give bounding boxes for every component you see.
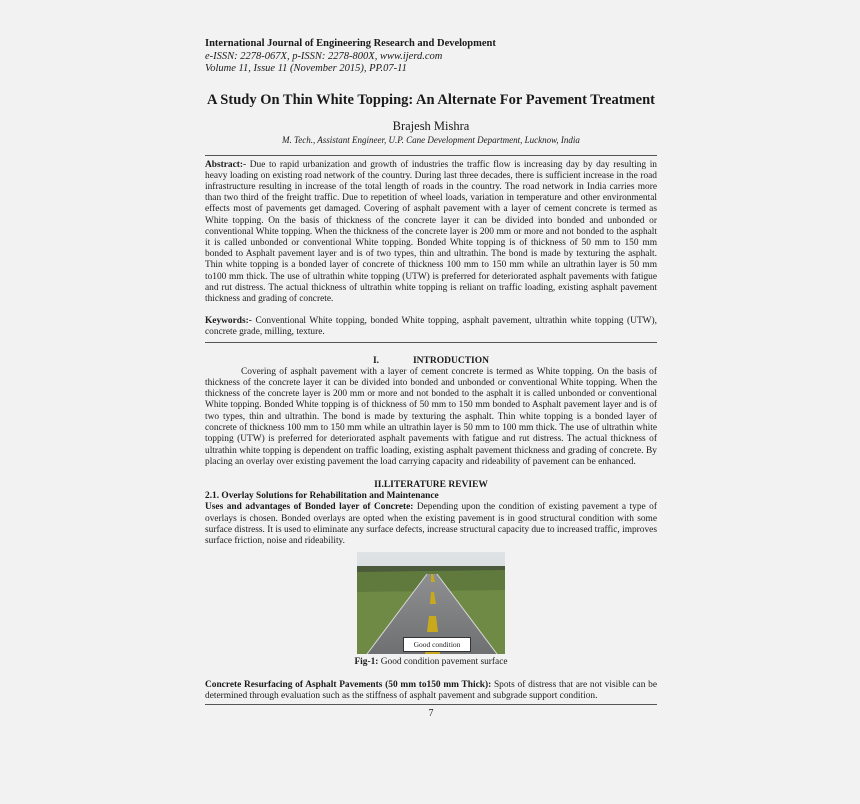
- figure-caption: [205, 657, 657, 668]
- resurfacing-text: Spots of distress that are not visible can be determined through evaluation such as the stiffness of asphalt pavement and subgrade support condition.: [205, 679, 657, 702]
- section-number: II.: [374, 480, 384, 491]
- figure-caption-label: Fig-1:: [354, 656, 379, 667]
- abstract-text: Due to rapid urbanization and growth of industries the traffic flow is increasing day by day resulting in heavy loading on existing road network of the country. During last three decades, there is sufficient increase in the road infrastructure resulting in increase of the total length of roads in the country. The road network in India carries more than two third of the freight traffic. Due to repetition of wheel loads, variation in temperature and other environmental effects most of pavements get damaged. Covering of asphalt pavement with a layer of cement concrete is termed as White topping. On the basis of thickness of the concrete layer it can be divided into bonded and unbonded or conventional White topping. When the thickness of the concrete layer is 200 mm or more and not bonded to the asphalt it is called unbonded or conventional White topping. Bonded White topping is of thickness of 50 mm to 150 mm bonded to Asphalt pavement layer and is of two types, thin and ultrathin. The bond is made by texturing the asphalt. Thin white topping is a bonded layer of concrete of thickness 100 mm to 150 mm while an ultrathin layer is 50 mm to100 mm thick. The use of ultrathin white topping (UTW) is preferred for deteriorated asphalt pavements with fatigue and rut distress. The actual thickness of ultrathin white topping is reliant on traffic loading, existing asphalt pavement thickness and grading of concrete.: [205, 159, 657, 304]
- section-heading-literature-review: [205, 480, 657, 491]
- journal-volume: Volume 11, Issue 11 (November 2015), PP.07-11: [205, 63, 407, 74]
- section-number: I.: [372, 355, 380, 366]
- section-title: INTRODUCTION: [412, 355, 489, 366]
- keywords: [205, 316, 657, 338]
- figure-road-photo: [357, 552, 505, 654]
- journal-name: International Journal of Engineering Research and Development: [205, 38, 496, 49]
- bonded-text: Depending upon the condition of existing pavement a type of overlays is chosen. Bonded overlays are opted when the existing pavement is in good structural condition with some surface distress. It is used to eliminate any surface defects, increase structural capacity due to increased traffic, improves surface friction, noise and rideability.: [205, 502, 657, 547]
- divider: [205, 342, 657, 343]
- author-affiliation: M. Tech., Assistant Engineer, U.P. Cane Development Department, Lucknow, India: [282, 134, 580, 145]
- section-title: LITERATURE REVIEW: [383, 480, 488, 491]
- paper-page: [205, 38, 657, 719]
- figure-caption-text: Good condition pavement surface: [378, 656, 508, 667]
- divider: [205, 155, 657, 156]
- resurfacing-label: Concrete Resurfacing of Asphalt Pavements (50 mm to150 mm Thick):: [205, 679, 492, 690]
- resurfacing-paragraph: [205, 680, 657, 702]
- keywords-label: Keywords:-: [205, 316, 252, 327]
- introduction-paragraph: Covering of asphalt pavement with a layer of cement concrete is termed as White topping. On the basis of thickness of the concrete layer it can be divided into bonded and unbonded or conventional White topping. When the thickness of the concrete layer is 200 mm or more and not bonded to the asphalt it is called unbonded or conventional White topping. Bonded White topping is of thickness of 50 mm to 150 mm bonded to Asphalt pavement layer and is of two types, thin and ultrathin. The bond is made by texturing the asphalt. Thin white topping is a bonded layer of concrete of thickness 100 mm to 150 mm while an ultrathin layer is 50 mm to 100 mm thick. The use of ultrathin white topping (UTW) is preferred for deteriorated asphalt pavements with fatigue and rut distress. The actual thickness of ultrathin white topping is dependent on traffic loading, existing asphalt pavement thickness and grading of concrete. By placing an overlay over existing pavement the load carrying capacity and rideability of pavement can be enhanced.: [205, 366, 657, 467]
- section-heading-introduction: [205, 356, 657, 367]
- page-number: 7: [428, 708, 434, 720]
- abstract-label: Abstract:-: [205, 159, 247, 170]
- figure-label-box: Good condition: [403, 637, 471, 652]
- keywords-text: Conventional White topping, bonded White topping, asphalt pavement, ultrathin white topping (UTW), concrete grade, milling, texture.: [205, 316, 657, 338]
- bonded-label: Uses and advantages of Bonded layer of Concrete:: [205, 502, 414, 513]
- author-name: Brajesh Mishra: [392, 118, 470, 133]
- abstract: [205, 160, 657, 306]
- journal-issn: e-ISSN: 2278-067X, p-ISSN: 2278-800X, www.ijerd.com: [205, 50, 443, 62]
- paper-title: A Study On Thin White Topping: An Alternate For Pavement Treatment: [207, 91, 655, 108]
- subsection-heading: 2.1. Overlay Solutions for Rehabilitation and Maintenance: [205, 491, 439, 502]
- bonded-paragraph: [205, 502, 657, 547]
- divider: [205, 704, 657, 705]
- journal-header: [205, 38, 657, 76]
